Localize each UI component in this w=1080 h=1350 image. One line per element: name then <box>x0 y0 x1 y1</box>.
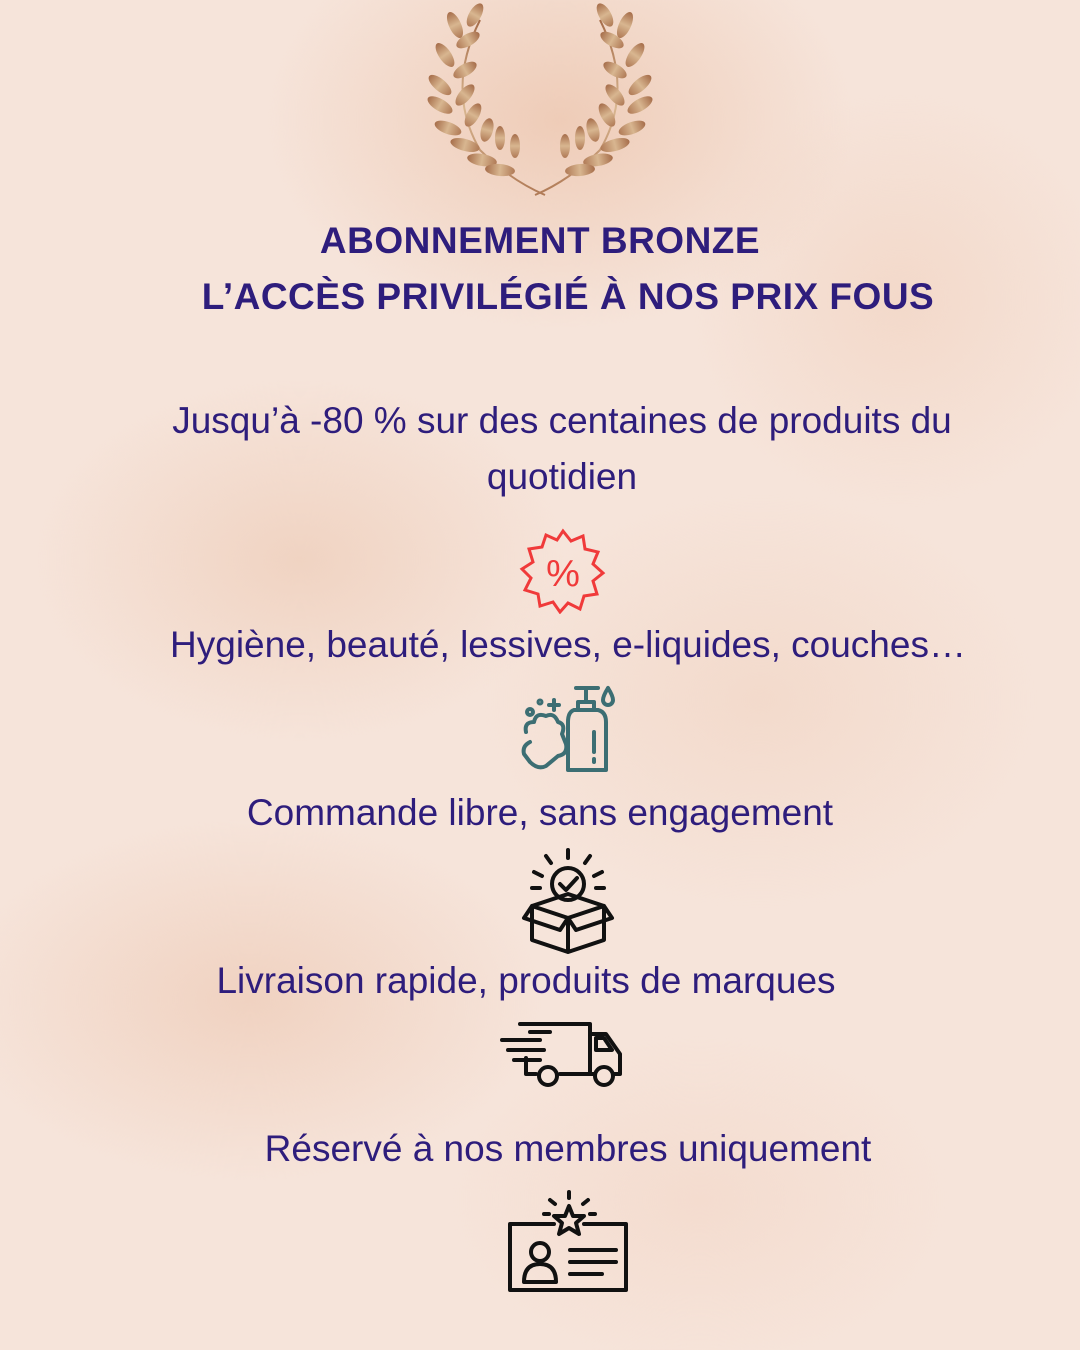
member-card-icon <box>506 1190 630 1294</box>
checked-box-icon <box>520 848 616 954</box>
feature-3-text: Commande libre, sans engagement <box>246 792 834 833</box>
discount-badge-icon <box>518 528 608 614</box>
soap-bottle-icon <box>518 682 620 776</box>
laurel-wreath-icon <box>420 0 660 200</box>
feature-2-text: Hygiène, beauté, lessives, e-liquides, couches… <box>170 624 966 665</box>
delivery-truck-icon <box>500 1020 626 1090</box>
feature-1-text-line-1: Jusqu’à -80 % sur des centaines de produits du <box>172 400 952 441</box>
feature-5-text: Réservé à nos membres uniquement <box>264 1128 872 1169</box>
title-line-2: L’ACCÈS PRIVILÉGIÉ À NOS PRIX FOUS <box>201 276 935 317</box>
feature-4-text: Livraison rapide, produits de marques <box>216 960 836 1001</box>
feature-1-text-line-2: quotidien <box>486 456 638 497</box>
svg-text:%: % <box>546 553 580 595</box>
title-line-1: ABONNEMENT BRONZE <box>319 220 761 261</box>
